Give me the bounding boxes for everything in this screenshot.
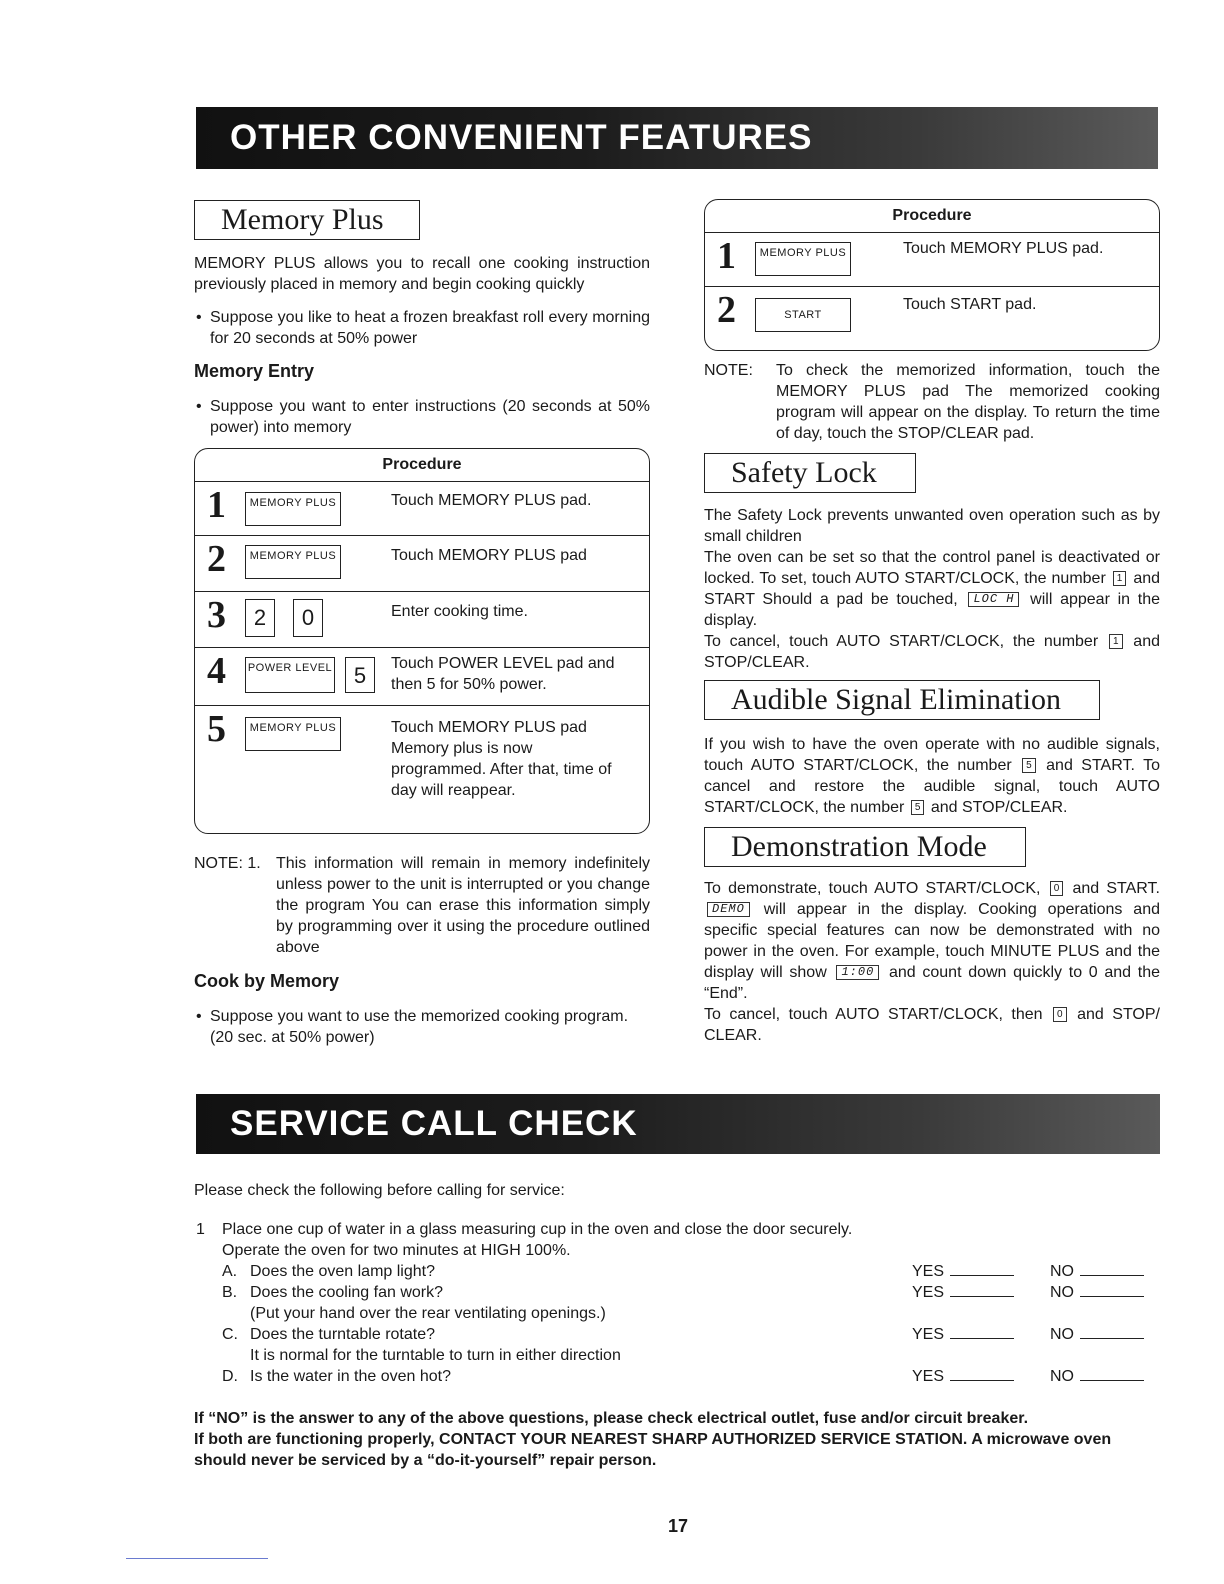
key-5: 5 (1022, 758, 1036, 773)
demo-text-b: and START. (1072, 880, 1160, 897)
service-item-line1: Place one cup of water in a glass measuring cup in the oven and close the door securely. (222, 1221, 853, 1238)
procedure-heading: Procedure (705, 200, 1159, 233)
cook-step-1 (705, 232, 1159, 287)
digit-2-pad: 2 (245, 599, 275, 637)
question-d-text: Is the water in the oven hot? (250, 1368, 452, 1385)
memory-entry-procedure (194, 448, 650, 834)
memory-plus-title: Memory Plus (194, 200, 420, 240)
answer-b-no[interactable] (1050, 1282, 1144, 1303)
cook-by-memory-bullet: • Suppose you want to use the memorized cooking program. (20 sec. at 50% power) (210, 1006, 652, 1048)
step-number: 3 (207, 594, 226, 636)
page-number: 17 (668, 1516, 689, 1536)
no-label: NO (1050, 1326, 1074, 1343)
cook-by-memory-procedure (704, 199, 1160, 351)
demo-text-d: and count down quickly to 0 and the “End”. (704, 964, 1161, 1002)
yes-label: YES (912, 1263, 945, 1280)
yes-label: YES (912, 1326, 945, 1343)
question-b-sub: (Put your hand over the rear ventilating openings.) (250, 1305, 606, 1322)
service-banner-title: SERVICE CALL CHECK (230, 1104, 638, 1143)
no-blank[interactable] (1080, 1324, 1144, 1339)
digit-0-pad: 0 (293, 599, 323, 637)
memory-entry-heading: Memory Entry (194, 361, 315, 381)
question-a-text: Does the oven lamp light? (250, 1263, 435, 1280)
step-number: 4 (207, 650, 226, 692)
yes-label: YES (912, 1284, 945, 1301)
step-number: 2 (207, 538, 226, 580)
no-label: NO (1050, 1368, 1074, 1385)
step-text: Touch START pad. (903, 296, 1037, 313)
step-text: Touch MEMORY PLUS pad. (903, 240, 1104, 257)
no-blank[interactable] (1080, 1282, 1144, 1297)
safety-lock-p2-text-c: will appear in the display. (704, 591, 1160, 629)
demo-cancel-a: To cancel, touch AUTO START/CLOCK, then (704, 1006, 1043, 1023)
procedure-step-4 (195, 647, 649, 706)
audible-signal-title: Audible Signal Elimination (704, 680, 1100, 720)
step-text: Touch POWER LEVEL pad and then 5 for 50% power. (391, 655, 615, 693)
step-number: 1 (207, 484, 226, 526)
answer-d-no[interactable] (1050, 1366, 1144, 1387)
answer-c-yes[interactable] (912, 1324, 1014, 1345)
procedure-step-1 (195, 481, 649, 536)
memory-note-text: This information will remain in memory indefinitely unless power to the unit is interrupted or you change the program You can erase this information simply by programming over it using the procedure outlined above (276, 855, 650, 956)
yes-label: YES (912, 1368, 945, 1385)
procedure-step-5 (195, 705, 649, 833)
memory-plus-bullet: • Suppose you like to heat a frozen breakfast roll every morning for 20 seconds at 50% power (210, 307, 650, 349)
yes-blank[interactable] (950, 1366, 1014, 1381)
safety-lock-p2 (704, 547, 1160, 631)
step-text: Touch MEMORY PLUS pad Memory plus is now programmed. After that, time of day will reappear. (391, 719, 612, 799)
no-blank[interactable] (1080, 1366, 1144, 1381)
procedure-step-2 (195, 535, 649, 592)
cook-step-2 (705, 286, 1159, 350)
question-c-label: C. (222, 1326, 238, 1343)
answer-b-yes[interactable] (912, 1282, 1014, 1303)
audible-text-b: and START. To cancel and restore the audible signal, touch AUTO START/CLOCK, the number (704, 757, 1160, 816)
start-pad: START (755, 298, 851, 332)
question-b-label: B. (222, 1284, 238, 1301)
features-banner (196, 107, 1158, 169)
demo-display: DEMO (707, 902, 750, 917)
power-level-pad: POWER LEVEL (245, 657, 335, 693)
memory-plus-intro: MEMORY PLUS allows you to recall one cooking instruction previously placed in memory and begin cooking quickly (194, 255, 650, 293)
key-0: 0 (1050, 881, 1064, 896)
audible-text-c: and STOP/CLEAR. (930, 799, 1068, 816)
no-blank[interactable] (1080, 1261, 1144, 1276)
demo-text-a: To demonstrate, touch AUTO START/CLOCK, (704, 880, 1041, 897)
step-number: 1 (717, 235, 736, 277)
answer-a-yes[interactable] (912, 1261, 1014, 1282)
step-number: 2 (717, 289, 736, 331)
step-number: 5 (207, 708, 226, 750)
key-1: 1 (1109, 634, 1123, 649)
cook-note-label: NOTE: (704, 362, 753, 379)
question-b-text: Does the cooling fan work? (250, 1284, 443, 1301)
service-item-number: 1 (196, 1221, 205, 1238)
safety-lock-p3 (704, 631, 1160, 673)
cook-by-memory-heading: Cook by Memory (194, 971, 340, 991)
service-intro: Please check the following before calling for service: (194, 1182, 565, 1199)
yes-blank[interactable] (950, 1324, 1014, 1339)
no-label: NO (1050, 1263, 1074, 1280)
procedure-heading: Procedure (195, 449, 649, 482)
safety-lock-title: Safety Lock (704, 453, 916, 493)
memory-plus-pad: MEMORY PLUS (245, 545, 341, 579)
memory-plus-pad: MEMORY PLUS (245, 492, 341, 526)
answer-d-yes[interactable] (912, 1366, 1014, 1387)
key-0: 0 (1053, 1007, 1067, 1022)
safety-lock-p1: The Safety Lock prevents unwanted oven operation such as by small children (704, 507, 1160, 545)
key-5: 5 (911, 800, 925, 815)
question-c-sub: It is normal for the turntable to turn in either direction (250, 1347, 621, 1364)
memory-plus-pad: MEMORY PLUS (245, 717, 341, 751)
time-display: 1:00 (836, 965, 879, 980)
memory-note-label: NOTE: 1. (194, 855, 261, 872)
step-text: Enter cooking time. (391, 603, 528, 620)
audible-signal-text (704, 734, 1160, 818)
safety-lock-p3-text: To cancel, touch AUTO START/CLOCK, the number (704, 633, 1099, 650)
procedure-step-3 (195, 591, 649, 648)
no-label: NO (1050, 1284, 1074, 1301)
features-banner-title: OTHER CONVENIENT FEATURES (230, 118, 813, 157)
demo-text-c: will appear in the display. Cooking operations and specific special features can now be demonstrated with no power in the oven. For example, touch MINUTE PLUS and the display will show (704, 901, 1161, 981)
question-a-label: A. (222, 1263, 238, 1280)
demo-cancel-b: and STOP/ CLEAR. (704, 1006, 1160, 1044)
service-warning-2: If both are functioning properly, CONTACT YOUR NEAREST SHARP AUTHORIZED SERVICE STATION. A microwave oven should never be serviced by a “do-it-yourself” repair person. (194, 1431, 1112, 1469)
yes-blank[interactable] (950, 1261, 1014, 1276)
answer-a-no[interactable] (1050, 1261, 1144, 1282)
memory-plus-pad: MEMORY PLUS (755, 242, 851, 276)
footer-rule (126, 1558, 268, 1559)
answer-c-no[interactable] (1050, 1324, 1144, 1345)
service-warning-1: If “NO” is the answer to any of the above questions, please check electrical outlet, fuse and/or circuit breaker. (194, 1410, 1029, 1427)
safety-lock-p3-text-b: and STOP/CLEAR. (704, 633, 1160, 671)
demonstration-cancel-text (704, 1004, 1160, 1046)
service-item-line2: Operate the oven for two minutes at HIGH 100%. (222, 1242, 571, 1259)
loc-display: LOC H (968, 592, 1019, 607)
question-c-text: Does the turntable rotate? (250, 1326, 436, 1343)
demonstration-mode-title: Demonstration Mode (704, 827, 1026, 867)
step-text: Touch MEMORY PLUS pad (391, 547, 587, 564)
digit-5-pad: 5 (345, 657, 375, 693)
safety-lock-p2-text: The oven can be set so that the control panel is deactivated or locked. To set, touch AUTO START/CLOCK, the number (704, 549, 1160, 587)
service-banner (196, 1094, 1160, 1154)
demonstration-mode-text (704, 878, 1160, 1004)
audible-text-a: If you wish to have the oven operate with no audible signals, touch AUTO START/CLOCK, the number (704, 736, 1160, 774)
cook-note-text: To check the memorized information, touch the MEMORY PLUS pad The memorized cooking program will appear on the display. To return the time of day, touch the STOP/CLEAR pad. (776, 362, 1160, 442)
safety-lock-p2-text-b: and START Should a pad be touched, (704, 570, 1161, 608)
memory-entry-bullet: • Suppose you want to enter instructions (20 seconds at 50% power) into memory (210, 396, 650, 438)
yes-blank[interactable] (950, 1282, 1014, 1297)
step-text: Touch MEMORY PLUS pad. (391, 492, 592, 509)
question-d-label: D. (222, 1368, 238, 1385)
key-1: 1 (1113, 571, 1127, 586)
